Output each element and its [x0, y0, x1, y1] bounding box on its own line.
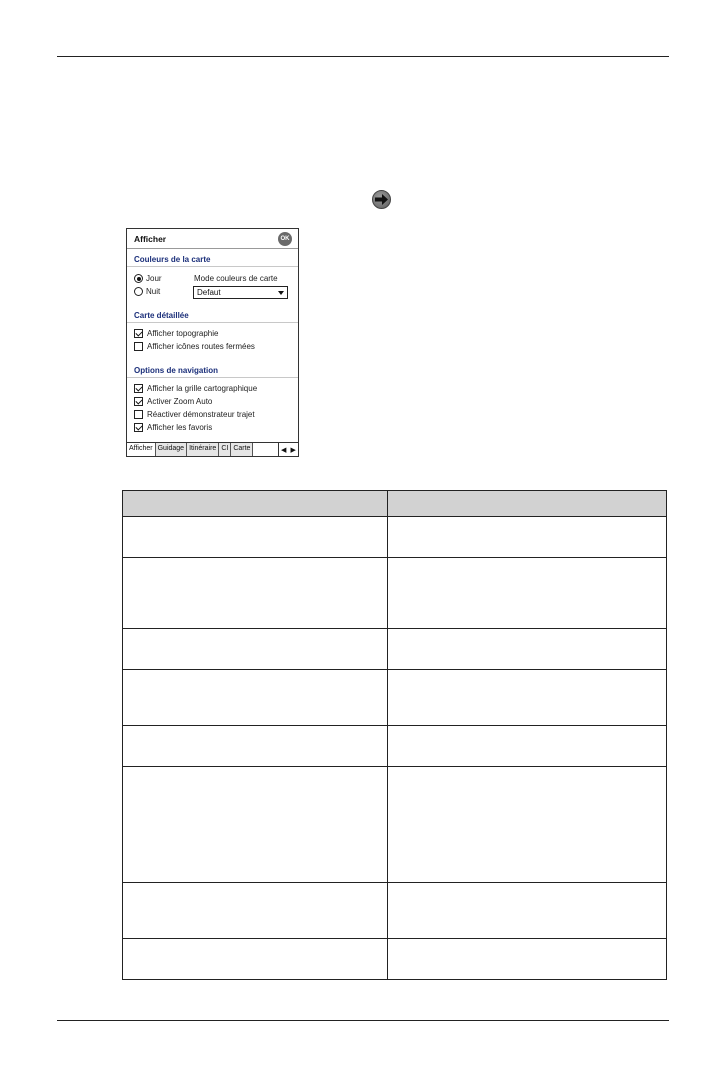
ok-button[interactable]: OK [278, 232, 292, 246]
section-divider [127, 322, 298, 323]
pda-screenshot [126, 228, 299, 457]
table-header-cell [388, 491, 667, 517]
table-header-cell [123, 491, 388, 517]
table-row [123, 670, 667, 726]
radio-nuit-label: Nuit [146, 287, 161, 296]
checkbox-grille[interactable] [134, 384, 143, 393]
table-cell [123, 883, 388, 939]
table-row [123, 883, 667, 939]
footer-rule [57, 1020, 669, 1021]
section-couleurs: Couleurs de la carte [134, 255, 211, 264]
header-rule [57, 56, 669, 57]
arrow-right-icon [372, 190, 391, 209]
checkbox-topographie-label: Afficher topographie [147, 329, 219, 338]
table-row [123, 767, 667, 883]
table-cell [388, 670, 667, 726]
table-cell [123, 670, 388, 726]
radio-jour-label: Jour [146, 274, 162, 283]
pda-title: Afficher [134, 234, 167, 244]
tab-scroll [278, 443, 298, 456]
section-options-navigation: Options de navigation [134, 366, 219, 375]
tab-ci[interactable]: CI [219, 443, 231, 456]
mode-label: Mode couleurs de carte [194, 274, 278, 283]
tab-bar [127, 442, 298, 456]
section-carte-detaillee: Carte détaillée [134, 311, 189, 320]
table-header-row [123, 491, 667, 517]
checkbox-demonstrateur[interactable] [134, 410, 143, 419]
checkbox-demonstrateur-label: Réactiver démonstrateur trajet [147, 410, 255, 419]
table-cell [388, 767, 667, 883]
table-cell [388, 629, 667, 670]
table-cell [388, 939, 667, 980]
radio-jour[interactable] [134, 274, 143, 283]
section-divider [127, 266, 298, 267]
table-cell [388, 558, 667, 629]
checkbox-routes-fermees[interactable] [134, 342, 143, 351]
table-row [123, 726, 667, 767]
mode-select[interactable] [193, 286, 288, 299]
table-cell [123, 629, 388, 670]
checkbox-grille-label: Afficher la grille cartographique [147, 384, 258, 393]
table-cell [388, 517, 667, 558]
tab-afficher[interactable]: Afficher [127, 443, 156, 456]
tab-carte[interactable]: Carte [231, 443, 253, 456]
table-cell [123, 726, 388, 767]
checkbox-zoom-auto[interactable] [134, 397, 143, 406]
table-cell [123, 939, 388, 980]
table-row [123, 939, 667, 980]
chevron-left-icon[interactable]: ◀ [281, 446, 287, 454]
table-cell [388, 726, 667, 767]
pda-title-bar [127, 229, 298, 249]
tab-guidage[interactable]: Guidage [156, 443, 187, 456]
options-table [122, 490, 667, 980]
mode-select-value: Defaut [197, 288, 221, 297]
table-row [123, 517, 667, 558]
table-cell [388, 883, 667, 939]
radio-nuit[interactable] [134, 287, 143, 296]
table-cell [123, 558, 388, 629]
tab-itineraire[interactable]: Itinéraire [187, 443, 219, 456]
table-row [123, 558, 667, 629]
checkbox-topographie[interactable] [134, 329, 143, 338]
checkbox-routes-fermees-label: Afficher icônes routes fermées [147, 342, 255, 351]
checkbox-favoris[interactable] [134, 423, 143, 432]
table-cell [123, 767, 388, 883]
chevron-right-icon[interactable]: ▶ [290, 446, 296, 454]
checkbox-zoom-auto-label: Activer Zoom Auto [147, 397, 213, 406]
section-divider [127, 377, 298, 378]
checkbox-favoris-label: Afficher les favoris [147, 423, 213, 432]
table-row [123, 629, 667, 670]
table-cell [123, 517, 388, 558]
chevron-down-icon [278, 291, 284, 295]
